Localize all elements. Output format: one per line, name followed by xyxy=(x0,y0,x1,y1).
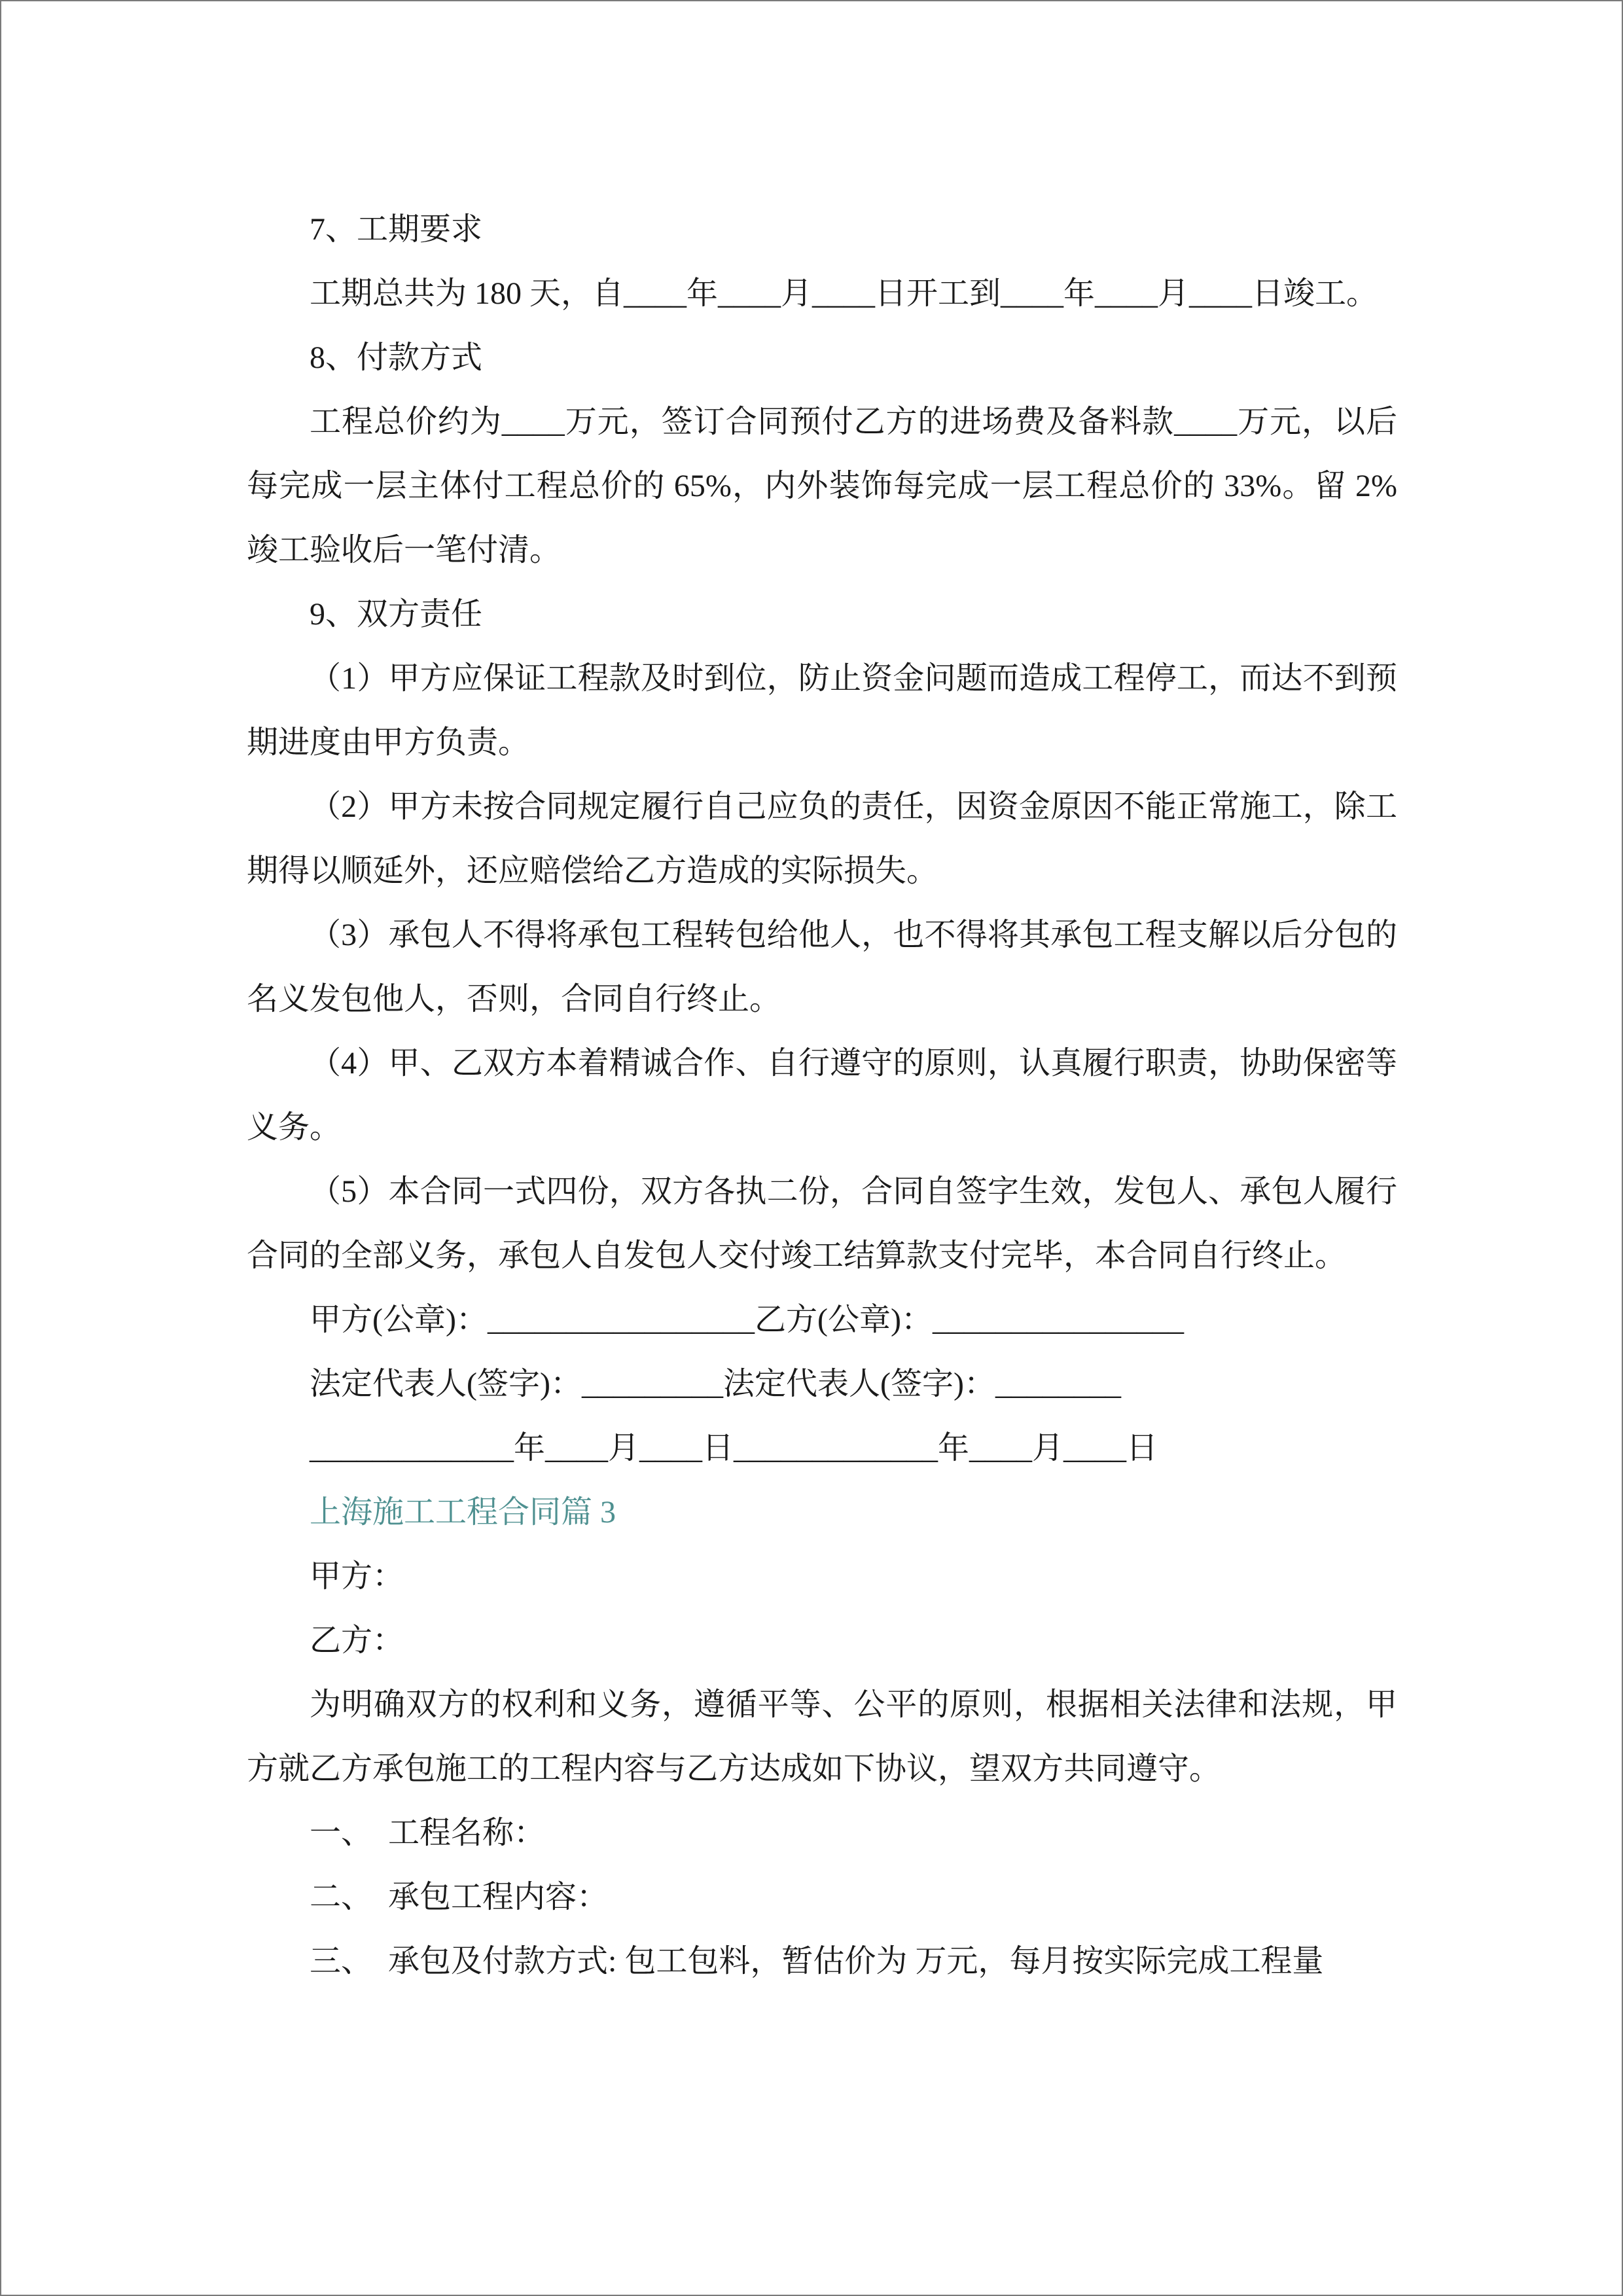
party-a-label: 甲方： xyxy=(310,1559,404,1594)
clause-9-heading: 9、双方责任 xyxy=(310,597,483,632)
item-3-payment-method: 三、 承包及付款方式: 包工包料，暂估价为 万元，每月按实际完成工程量 xyxy=(310,1944,1324,1979)
signature-date-line: _____________年____月____日_____________年____月____日 xyxy=(310,1431,1158,1465)
section-title-part-3: 上海施工工程合同篇 3 xyxy=(310,1495,616,1530)
clause-8-body: 工程总价约为____万元，签订合同预付乙方的进场费及备料款____万元，以后每完成一层主体付工程总价的 65%，内外装饰每完成一层工程总价的 33%。留 2%竣工验收后一笔付清。 xyxy=(247,404,1397,567)
clause-9-item-2: （2）甲方未按合同规定履行自己应负的责任，因资金原因不能正常施工，除工期得以顺延外，还应赔偿给乙方造成的实际损失。 xyxy=(247,789,1397,888)
item-1-project-name: 一、 工程名称： xyxy=(310,1816,546,1850)
preamble: 为明确双方的权利和义务，遵循平等、公平的原则，根据相关法律和法规，甲方就乙方承包施工的工程内容与乙方达成如下协议，望双方共同遵守。 xyxy=(247,1687,1397,1786)
clause-9-item-4: （4）甲、乙双方本着精诚合作、自行遵守的原则，认真履行职责，协助保密等义务。 xyxy=(247,1046,1397,1145)
clause-9-item-3: （3）承包人不得将承包工程转包给他人，也不得将其承包工程支解以后分包的名义发包他人，否则，合同自行终止。 xyxy=(247,918,1397,1016)
signature-seal-line: 甲方(公章)：_________________乙方(公章)：________________ xyxy=(310,1302,1184,1337)
clause-9-item-5: （5）本合同一式四份，双方各执二份，合同自签字生效，发包人、承包人履行合同的全部义务，承包人自发包人交付竣工结算款支付完毕，本合同自行终止。 xyxy=(247,1174,1397,1273)
party-b-label: 乙方： xyxy=(310,1623,404,1658)
clause-9-item-1: （1）甲方应保证工程款及时到位，防止资金问题而造成工程停工，而达不到预期进度由甲方负责。 xyxy=(247,661,1397,760)
signature-representative-line: 法定代表人(签字)：_________法定代表人(签字)：________ xyxy=(310,1367,1121,1401)
clause-8-heading: 8、付款方式 xyxy=(310,340,483,375)
clause-7-heading: 7、工期要求 xyxy=(310,212,483,247)
contract-content xyxy=(247,198,1397,1994)
clause-7-body: 工期总共为 180 天，自____年____月____日开工到____年____月____日竣工。 xyxy=(310,276,1378,311)
item-2-contract-scope: 二、 承包工程内容： xyxy=(310,1880,609,1914)
